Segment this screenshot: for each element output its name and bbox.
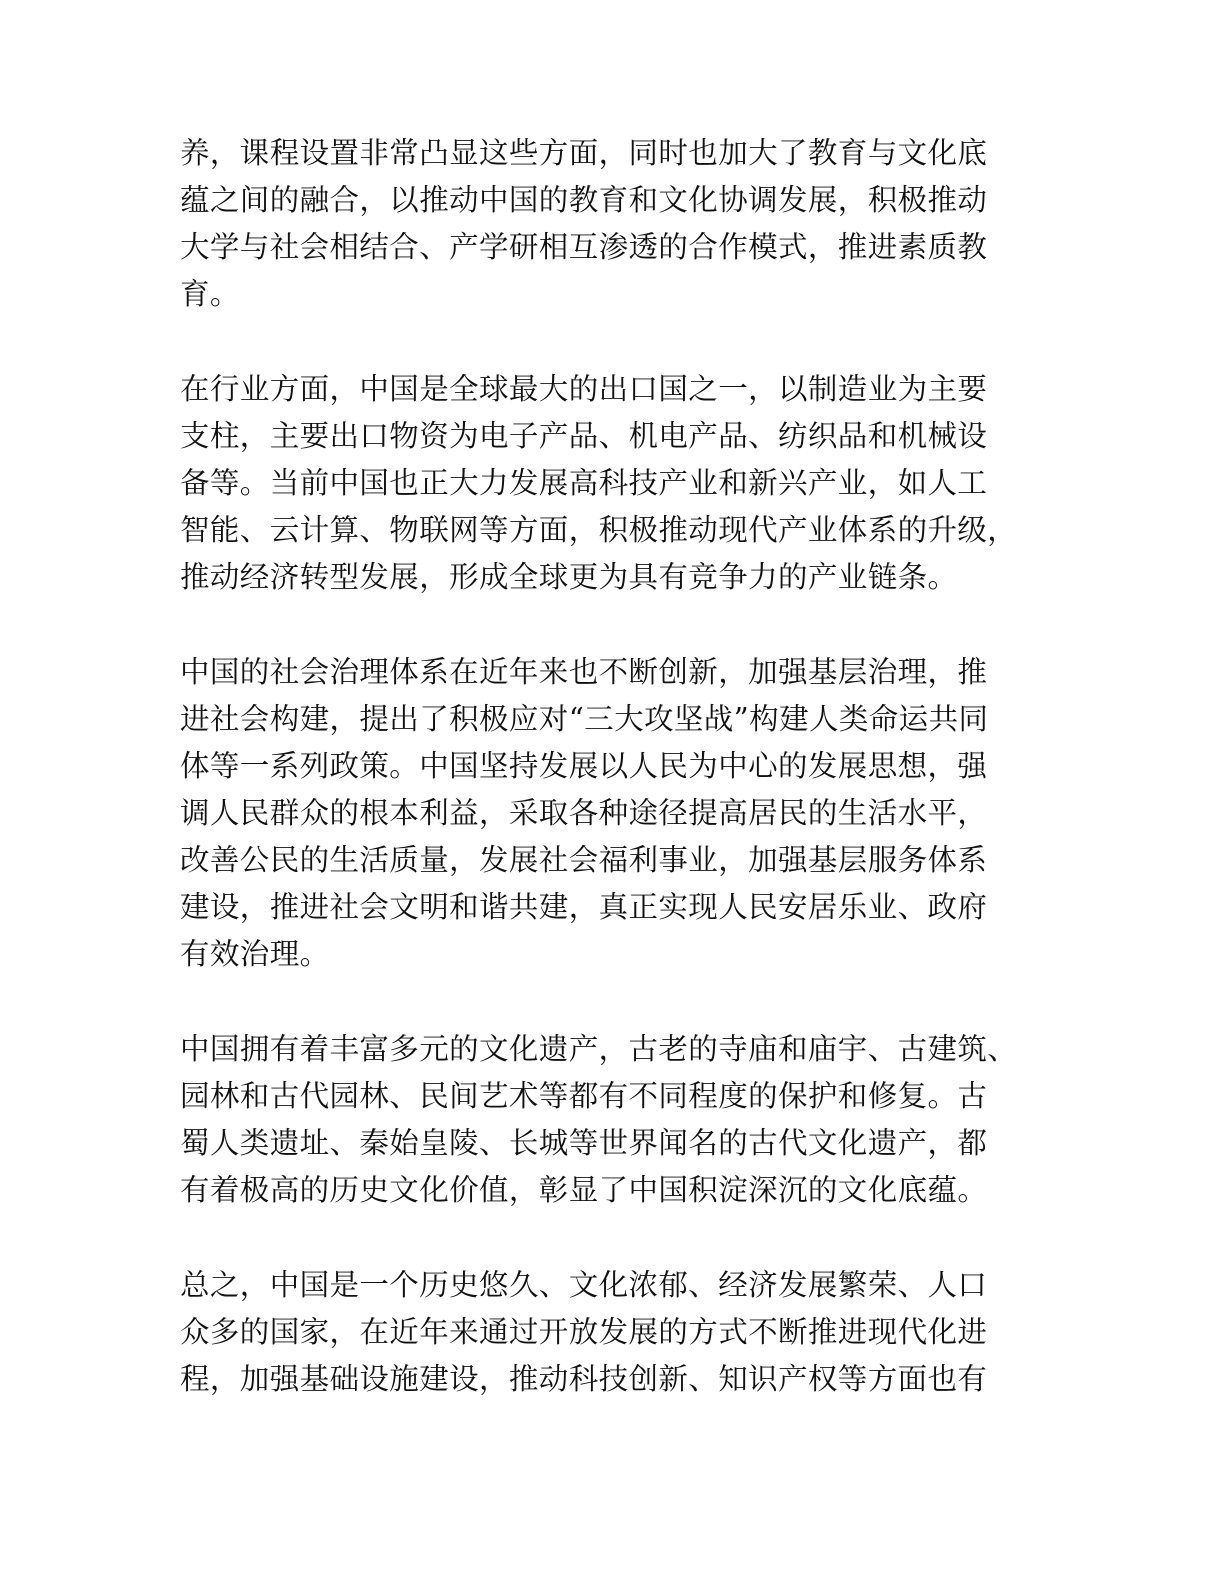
text-line: 支柱，主要出口物资为电子产品、机电产品、纺织品和机械设 (180, 419, 988, 453)
text-line: 智能、云计算、物联网等方面，积极推动现代产业体系的升级， (180, 513, 1018, 547)
paragraph-gap (180, 318, 1050, 366)
paragraph-education (180, 130, 1050, 318)
text-line: 众多的国家，在近年来通过开放发展的方式不断推进现代化进 (180, 1315, 988, 1349)
paragraph-conclusion (180, 1262, 1050, 1403)
text-line: 推动经济转型发展，形成全球更为具有竞争力的产业链条。 (180, 560, 958, 594)
text-line: 园林和古代园林、民间艺术等都有不同程度的保护和修复。古 (180, 1079, 988, 1113)
text-line: 改善公民的生活质量，发展社会福利事业，加强基层服务体系 (180, 843, 988, 877)
text-line: 体等一系列政策。中国坚持发展以人民为中心的发展思想，强 (180, 749, 988, 783)
text-line: 大学与社会相结合、产学研相互渗透的合作模式，推进素质教 (180, 230, 988, 264)
text-line: 蕴之间的融合，以推动中国的教育和文化协调发展，积极推动 (180, 183, 988, 217)
text-line: 建设，推进社会文明和谐共建，真正实现人民安居乐业、政府 (180, 890, 988, 924)
text-line: 备等。当前中国也正大力发展高科技产业和新兴产业，如人工 (180, 466, 988, 500)
body-text (180, 130, 1050, 1403)
text-line: 育。 (180, 277, 240, 311)
paragraph-governance (180, 649, 1050, 978)
text-line: 进社会构建，提出了积极应对“三大攻坚战”构建人类命运共同 (180, 702, 989, 736)
text-line: 总之，中国是一个历史悠久、文化浓郁、经济发展繁荣、人口 (180, 1268, 988, 1302)
text-line: 有效治理。 (180, 937, 330, 971)
text-line: 在行业方面，中国是全球最大的出口国之一，以制造业为主要 (180, 372, 988, 406)
paragraph-gap (180, 601, 1050, 649)
paragraph-industry (180, 366, 1050, 601)
text-line: 有着极高的历史文化价值，彰显了中国积淀深沉的文化底蕴。 (180, 1173, 988, 1207)
text-line: 蜀人类遗址、秦始皇陵、长城等世界闻名的古代文化遗产，都 (180, 1126, 988, 1160)
text-line: 程，加强基础设施建设，推动科技创新、知识产权等方面也有 (180, 1362, 988, 1396)
paragraph-heritage (180, 1026, 1050, 1214)
paragraph-gap (180, 1214, 1050, 1262)
text-line: 养，课程设置非常凸显这些方面，同时也加大了教育与文化底 (180, 136, 988, 170)
text-line: 中国拥有着丰富多元的文化遗产，古老的寺庙和庙宇、古建筑、 (180, 1032, 1018, 1066)
text-line: 调人民群众的根本利益，采取各种途径提高居民的生活水平， (180, 796, 988, 830)
paragraph-gap (180, 978, 1050, 1026)
text-line: 中国的社会治理体系在近年来也不断创新，加强基层治理，推 (180, 655, 988, 689)
